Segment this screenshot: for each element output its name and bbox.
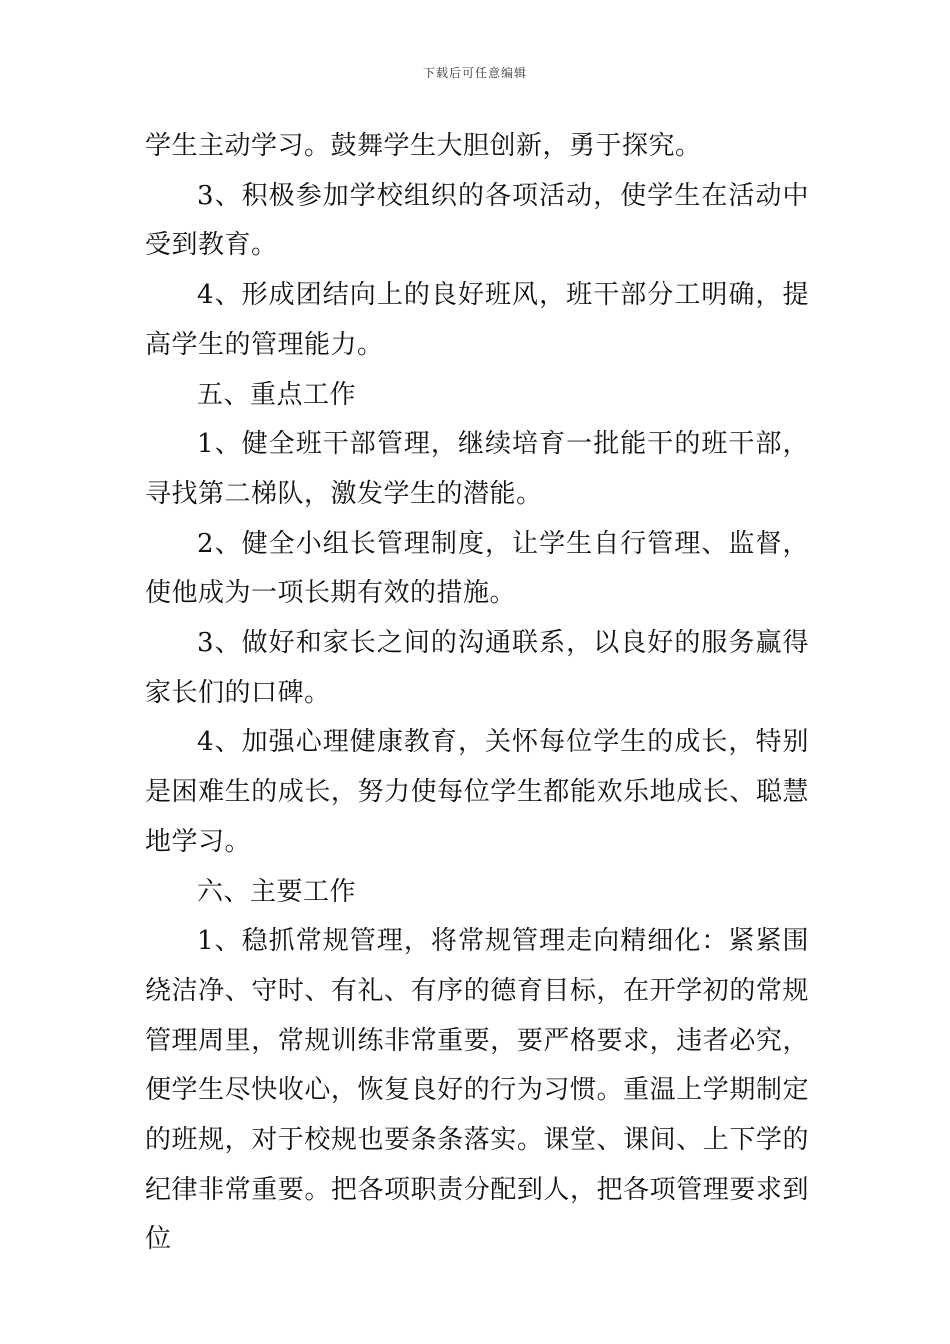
paragraph-continuation: 学生主动学习。鼓舞学生大胆创新，勇于探究。 [145, 131, 702, 161]
page-header-note: 下载后可任意编辑 [422, 66, 527, 80]
paragraph-item-4-class-style: 4、形成团结向上的良好班风，班干部分工明确，提高学生的管理能力。 [145, 280, 809, 360]
paragraph-key-work-1: 1、健全班干部管理，继续培育一批能干的班干部，寻找第二梯队，激发学生的潜能。 [145, 429, 809, 509]
section-heading-main-work: 六、主要工作 [197, 876, 357, 907]
paragraph-key-work-2: 2、健全小组长管理制度，让学生自行管理、监督，使他成为一项长期有效的措施。 [145, 528, 809, 609]
paragraph-main-work-1: 1、稳抓常规管理，将常规管理走向精细化：紧紧围绕洁净、守时、有礼、有序的德育目标，在开学初的常规管理周里，常规训练非常重要，要严格要求，违者必究，便学生尽快收心，恢复良好的行为习惯。重温上学期制定的班规，对于校规也要条条落实。课堂、课间、上下学的纪律非常重要。把各项职责分配到人，把各项管理要求到位 [145, 926, 809, 1255]
paragraph-key-work-4: 4、加强心理健康教育，关怀每位学生的成长，特别是困难生的成长，努力使每位学生都能欢乐地成长、聪慧地学习。 [145, 727, 809, 857]
paragraph-item-3-activities: 3、积极参加学校组织的各项活动，使学生在活动中受到教育。 [145, 180, 809, 261]
section-heading-key-work: 五、重点工作 [197, 379, 357, 410]
document-body [145, 122, 809, 1265]
paragraph-key-work-3: 3、做好和家长之间的沟通联系，以良好的服务赢得家长们的口碑。 [145, 628, 809, 708]
